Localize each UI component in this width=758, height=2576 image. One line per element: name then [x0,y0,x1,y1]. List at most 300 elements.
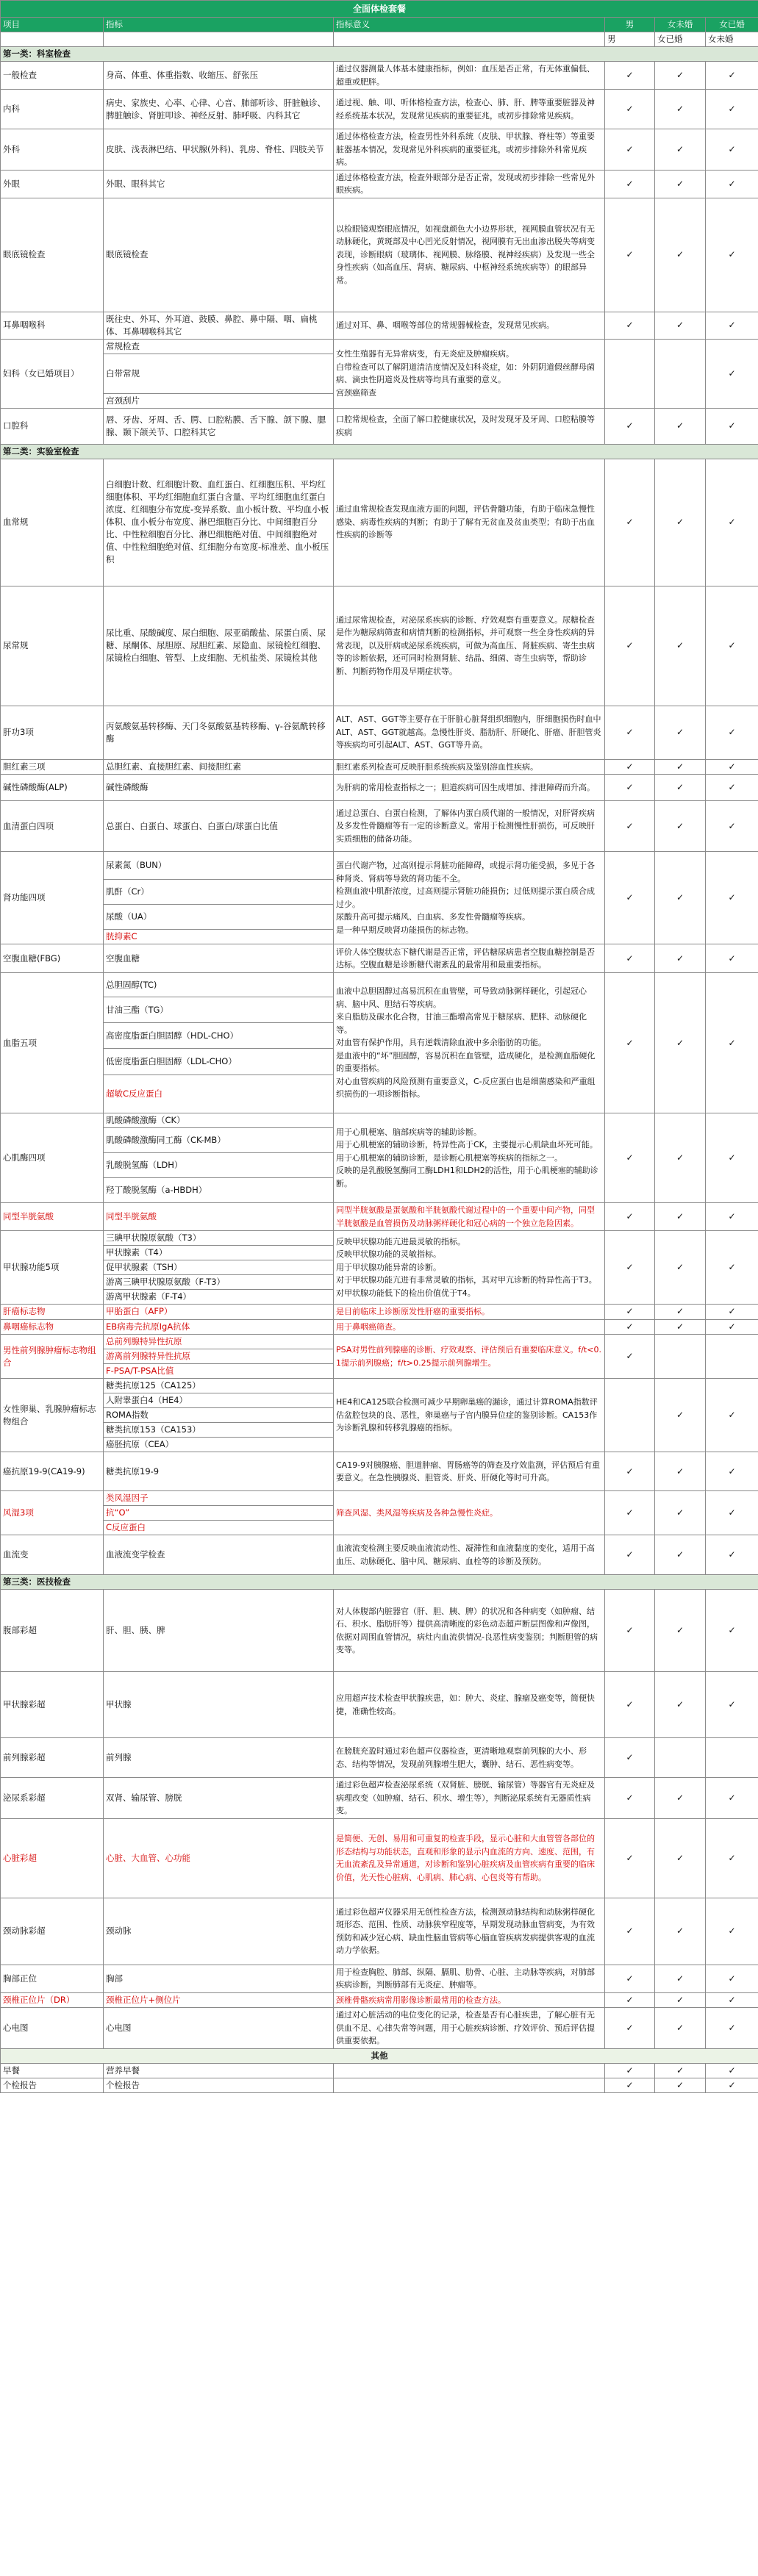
check-female-unmarried: ✓ [655,852,706,944]
check-male [605,339,655,408]
check-female-unmarried: ✓ [655,1491,706,1535]
indicator-cell: 总蛋白、白蛋白、球蛋白、白蛋白/球蛋白比值 [104,801,334,852]
indicator-cell: 营养早餐 [104,2063,334,2078]
indicator-cell: 胱抑素C [104,930,334,944]
check-female-unmarried: ✓ [655,1379,706,1452]
indicator-cell: 颈动脉 [104,1898,334,1965]
check-female-married: ✓ [706,62,758,90]
indicator-cell: 病史、家族史、心率、心律、心音、肺部听诊、肝脏触诊、脾脏触诊、肾脏叩诊、神经反射、肺呼吸、内科其它 [104,90,334,129]
check-female-married: ✓ [706,1672,758,1738]
check-male: ✓ [605,1203,655,1231]
section-label: 第一类：科室检查 [1,47,758,62]
sub-female-unmarried: 女未婚 [706,32,758,47]
check-female-unmarried: ✓ [655,1231,706,1305]
project-cell: 甲状腺功能5项 [1,1231,104,1305]
table-row [1,170,758,198]
table-row [1,1231,758,1246]
table-row [1,1335,758,1349]
meaning-cell [334,2078,605,2092]
check-male: ✓ [605,62,655,90]
meaning-cell: 筛查风湿、类风湿等疾病及各种急慢性炎症。 [334,1491,605,1535]
check-female-unmarried: ✓ [655,198,706,312]
check-male: ✓ [605,1992,655,2008]
check-male: ✓ [605,1535,655,1575]
section-label: 第三类：医技检查 [1,1575,758,1590]
check-male: ✓ [605,1778,655,1819]
check-male: ✓ [605,198,655,312]
check-male: ✓ [605,1590,655,1672]
check-female-married: ✓ [706,1778,758,1819]
meaning-cell: 用于心肌梗塞、脑部疾病等的辅助诊断。 用于心肌梗塞的辅助诊断，特异性高于CK，主要提示心肌缺血坏死可能。 用于心肌梗塞的辅助诊断，是诊断心肌梗塞等疾病的指标之一。 反映的是乳酸脱氢酶同工酶LDH1和LDH2的活性，用于心肌梗塞的辅助诊断。 [334,1113,605,1203]
project-cell: 癌抗原19-9(CA19-9) [1,1452,104,1491]
meaning-cell: 通过彩色超声检查泌尿系统（双肾脏、膀胱、输尿管）等器官有无炎症及病理改变（如肿瘤、结石、积水、增生等），判断泌尿系统有无器质性病变。 [334,1778,605,1819]
check-female-married: ✓ [706,1203,758,1231]
table-row [1,1992,758,2008]
check-female-married: ✓ [706,339,758,408]
indicator-cell: EB病毒壳抗原IgA抗体 [104,1319,334,1335]
check-female-unmarried: ✓ [655,586,706,706]
indicator-cell: 同型半胱氨酸 [104,1203,334,1231]
meaning-cell: 蛋白代谢产物，过高则提示肾脏功能障碍，或提示肾功能受损，多见于各种肾炎、肾病等导致的肾功能不全。 检测血液中肌酐浓度，过高则提示肾脏功能损伤；过低则提示蛋白质合成过少。 尿酸升高可提示痛风、白血病、多发性骨髓瘤等疾病。 是一种早期反映肾功能损伤的标志物。 [334,852,605,944]
table-row [1,1305,758,1320]
indicator-cell: 甲状腺 [104,1672,334,1738]
project-cell: 鼻咽癌标志物 [1,1319,104,1335]
check-female-unmarried: ✓ [655,62,706,90]
meaning-cell: 反映甲状腺功能亢进最灵敏的指标。 反映甲状腺功能的灵敏指标。 用于甲状腺功能异常的诊断。 对于甲状腺功能亢进有非常灵敏的指标，其对甲亢诊断的特异性高于T3。 对甲状腺功能低下的检出价值优于T4。 [334,1231,605,1305]
check-female-married: ✓ [706,759,758,775]
meaning-cell: CA19-9对胰腺癌、胆道肿瘤、胃肠癌等的筛查及疗效监测，评估预后有重要意义。在急性胰腺炎、胆管炎、肝炎、肝硬化等时可升高。 [334,1452,605,1491]
indicator-cell: 颈椎正位片+侧位片 [104,1992,334,2008]
check-female-married: ✓ [706,1452,758,1491]
check-male: ✓ [605,90,655,129]
check-female-unmarried: ✓ [655,759,706,775]
table-row [1,90,758,129]
check-female-unmarried: ✓ [655,1672,706,1738]
indicator-cell: 游离三碘甲状腺原氨酸（F-T3） [104,1275,334,1290]
project-cell: 心电图 [1,2008,104,2049]
col-female-unmarried: 女未婚 [655,18,706,32]
project-cell: 女性卵巢、乳腺肿瘤标志物组合 [1,1379,104,1452]
indicator-cell: 肌酸磷酸激酶同工酶（CK-MB） [104,1128,334,1153]
check-male: ✓ [605,759,655,775]
indicator-cell: 白带常规 [104,354,334,393]
meaning-cell: 是目前临床上诊断原发性肝癌的重要指标。 [334,1305,605,1320]
table-row [1,1590,758,1672]
check-female-unmarried: ✓ [655,944,706,973]
indicator-cell: 胸部 [104,1965,334,1992]
indicator-cell: 低密度脂蛋白胆固醇（LDL-CHO） [104,1049,334,1075]
check-female-married: ✓ [706,1590,758,1672]
meaning-cell: 通过总蛋白、白蛋白检测，了解体内蛋白质代谢的一般情况，对肝肾疾病及多发性骨髓瘤等有一定的诊断意义。常用于检测慢性肝损伤，可反映肝实质细胞的储备功能。 [334,801,605,852]
table-row [1,1319,758,1335]
indicator-cell: 游离甲状腺素（F-T4） [104,1290,334,1305]
check-male: ✓ [605,586,655,706]
project-cell: 内科 [1,90,104,129]
meaning-cell: PSA对男性前列腺癌的诊断、疗效观察、评估预后有重要临床意义。f/t<0.1提示前列腺癌；f/t>0.25提示前列腺增生。 [334,1335,605,1379]
check-female-unmarried: ✓ [655,2078,706,2092]
check-female-unmarried: ✓ [655,1535,706,1575]
indicator-cell: 人附睾蛋白4（HE4） [104,1393,334,1408]
meaning-cell: 女性生殖器有无异常病变，有无炎症及肿瘤疾病。 白带检查可以了解阴道清洁度情况及妇科炎症，如：外阴阴道假丝酵母菌病、滴虫性阴道炎及性病等均具有重要的意义。 宫颈癌筛查 [334,339,605,408]
table-row [1,1738,758,1778]
check-female-unmarried: ✓ [655,1992,706,2008]
table-row [1,586,758,706]
check-male: ✓ [605,1491,655,1535]
check-male: ✓ [605,1898,655,1965]
project-cell: 同型半胱氨酸 [1,1203,104,1231]
check-female-married: ✓ [706,1113,758,1203]
indicator-cell: 身高、体重、体重指数、收缩压、舒张压 [104,62,334,90]
meaning-cell: 颈椎骨骼疾病常用影像诊断最常用的检查方法。 [334,1992,605,2008]
check-female-unmarried: ✓ [655,459,706,586]
indicator-cell: 甘油三酯（TG） [104,997,334,1023]
check-female-married: ✓ [706,459,758,586]
check-female-married: ✓ [706,312,758,339]
indicator-cell: 尿酸（UA） [104,905,334,930]
indicator-cell: 前列腺 [104,1738,334,1778]
check-female-married: ✓ [706,90,758,129]
meaning-cell: 通过血常规检查发现血液方面的问题，评估骨髓功能，有助于临床急慢性感染、病毒性疾病的判断；有助于了解有无贫血及贫血类型；有助于出血性疾病的诊断等 [334,459,605,586]
table-row [1,852,758,880]
meaning-cell: 评价人体空腹状态下糖代谢是否正常，评估糖尿病患者空腹血糖控制是否达标。空腹血糖是诊断糖代谢紊乱的最常用和最重要指标。 [334,944,605,973]
check-female-unmarried: ✓ [655,1305,706,1320]
check-female-married [706,1738,758,1778]
project-cell: 前列腺彩超 [1,1738,104,1778]
section-row [1,47,758,62]
indicator-cell: 高密度脂蛋白胆固醇（HDL-CHO） [104,1023,334,1049]
check-female-unmarried: ✓ [655,1452,706,1491]
indicator-cell: 个检报告 [104,2078,334,2092]
project-cell: 风湿3项 [1,1491,104,1535]
check-female-unmarried [655,1335,706,1379]
check-female-married: ✓ [706,170,758,198]
project-cell: 肝功3项 [1,706,104,759]
check-female-married: ✓ [706,129,758,171]
indicator-cell: 糖类抗原125（CA125） [104,1379,334,1393]
indicator-cell: 白细胞计数、红细胞计数、血红蛋白、红细胞压积、平均红细胞体积、平均红细胞血红蛋白含量、平均红细胞血红蛋白浓度、红细胞分布宽度-变异系数、血小板计数、平均血小板体积、血小板分布宽度、淋巴细胞百分比、中间细胞百分比、中性粒细胞百分比、淋巴细胞绝对值、中间细胞绝对值、中性粒细胞绝对值、红细胞分布宽度-标准差、血小板压积 [104,459,334,586]
check-female-married: ✓ [706,408,758,444]
check-male: ✓ [605,129,655,171]
check-male: ✓ [605,312,655,339]
meaning-cell: 在膀胱充盈时通过彩色超声仪器检查，更清晰地观察前列腺的大小、形态、结构等情况，发现前列腺增生肥大，囊肿、结石、恶性病变等。 [334,1738,605,1778]
check-male: ✓ [605,775,655,801]
check-male: ✓ [605,2063,655,2078]
indicator-cell: 总胆固醇(TC) [104,973,334,997]
meaning-cell: ALT、AST、GGT等主要存在于肝脏心脏肾组织细胞内，肝细胞损伤时血中ALT、AST、GGT就越高。急慢性肝炎、脂肪肝、肝硬化、肝癌、肝胆管炎等疾病均可引起ALT、AST、GGT等升高。 [334,706,605,759]
indicator-cell: 既往史、外耳、外耳道、鼓膜、鼻腔、鼻中隔、咽、扁桃体、耳鼻咽喉科其它 [104,312,334,339]
project-cell: 血常规 [1,459,104,586]
section-row-other [1,2048,758,2063]
check-female-married: ✓ [706,2078,758,2092]
project-cell: 心肌酶四项 [1,1113,104,1203]
col-female-married: 女已婚 [706,18,758,32]
indicator-cell: 碱性磷酸酶 [104,775,334,801]
meaning-cell: 胆红素系列检查可反映肝胆系统疾病及鉴别溶血性疾病。 [334,759,605,775]
indicator-cell: 外眼、眼科其它 [104,170,334,198]
indicator-cell: 心脏、大血管、心功能 [104,1818,334,1898]
col-meaning: 指标意义 [334,18,605,32]
sub-female-married: 女已婚 [655,32,706,47]
table-row [1,62,758,90]
meaning-cell: 通过体格检查方法，检查外眼部分是否正常，发现或初步排除一些常见外眼疾病。 [334,170,605,198]
check-female-unmarried: ✓ [655,775,706,801]
indicator-cell: 尿比重、尿酸碱度、尿白细胞、尿亚硝酸盐、尿蛋白质、尿糖、尿酮体、尿胆原、尿胆红素、尿隐血、尿镜检红细胞、尿镜检白细胞、管型、上皮细胞、无机盐类、尿镜检其他 [104,586,334,706]
indicator-cell: 总胆红素、直接胆红素、间接胆红素 [104,759,334,775]
indicator-cell: 肝、胆、胰、脾 [104,1590,334,1672]
check-male: ✓ [605,1738,655,1778]
project-cell: 肾功能四项 [1,852,104,944]
meaning-cell: 对人体腹部内脏器官（肝、胆、胰、脾）的状况和各种病变（如肿瘤、结石、积水、脂肪肝等）提供高清晰度的彩色动态超声断层图像和声像图，依据对周围血管情况，病灶内血流供情况-良恶性病变鉴别；判断胆管的病变等。 [334,1590,605,1672]
col-indicator: 指标 [104,18,334,32]
check-female-married: ✓ [706,1965,758,1992]
col-project: 项目 [1,18,104,32]
check-female-married: ✓ [706,586,758,706]
indicator-cell: 尿素氮（BUN） [104,852,334,880]
meaning-cell: 血液中总胆固醇过高易沉积在血管壁，可导致动脉粥样硬化，引起冠心病、脑中风、胆结石等疾病。 来自脂肪及碳水化合物，甘油三酯增高常见于糖尿病、肥胖、动脉硬化等。 对血管有保护作用，具有逆载清除血液中多余脂肪的功能。 是血液中的“坏”胆固醇，容易沉积在血管壁，造成硬化，是检测血脂硬化的重要指标。 对心血管疾病的风险预测有重要意义，C-反应蛋白也是细菌感染和严重组织损伤的一项诊断指标。 [334,973,605,1113]
check-female-unmarried: ✓ [655,129,706,171]
check-female-unmarried: ✓ [655,312,706,339]
indicator-cell: ROMA指数 [104,1408,334,1423]
sub-male: 男 [605,32,655,47]
meaning-cell: 通过彩色超声仪器采用无创性检查方法，检测颈动脉结构和动脉粥样硬化斑形态、范围、性质、动脉狭窄程度等，早期发现动脉血管病变，为有效预防和减少冠心病、缺血性脑血管病等心脑血管疾病发病提供客观的血流动力学依据。 [334,1898,605,1965]
meaning-cell [334,2063,605,2078]
meaning-cell: 通过体格检查方法，检查男性外科系统（皮肤、甲状腺、脊柱等）等重要脏器基本情况，发现常见外科疾病的重要征兆，或初步排除外科常见疾病。 [334,129,605,171]
check-male: ✓ [605,170,655,198]
indicator-cell: 空腹血糖 [104,944,334,973]
project-cell: 腹部彩超 [1,1590,104,1672]
table-row [1,1818,758,1898]
project-cell: 一般检查 [1,62,104,90]
check-male [605,1379,655,1452]
indicator-cell: 甲状腺素（T4） [104,1246,334,1260]
meaning-cell: 血液流变检测主要反映血液流动性、凝滞性和血液黏度的变化，适用于高血压、动脉硬化、脑中风、糖尿病、血栓等的诊断及预防。 [334,1535,605,1575]
check-female-married: ✓ [706,1898,758,1965]
section-label: 第二类：实验室检查 [1,444,758,459]
check-female-married: ✓ [706,1305,758,1320]
check-male: ✓ [605,1818,655,1898]
check-female-married: ✓ [706,1379,758,1452]
table-row [1,706,758,759]
check-female-married: ✓ [706,1992,758,2008]
table-row [1,944,758,973]
project-cell: 妇科（女已婚项目） [1,339,104,408]
check-female-married: ✓ [706,852,758,944]
meaning-cell: 用于鼻咽癌筛查。 [334,1319,605,1335]
check-female-unmarried: ✓ [655,1778,706,1819]
project-cell: 男性前列腺肿瘤标志物组合 [1,1335,104,1379]
table-row [1,1672,758,1738]
indicator-cell: 总前列腺特异性抗原 [104,1335,334,1349]
check-female-married: ✓ [706,944,758,973]
check-female-married: ✓ [706,775,758,801]
check-male: ✓ [605,459,655,586]
project-cell: 外科 [1,129,104,171]
check-female-unmarried [655,1738,706,1778]
meaning-cell: 通过尿常规检查，对泌尿系疾病的诊断、疗效观察有重要意义。尿糖检查是作为糖尿病筛查和病情判断的检测指标，并可观察一些全身性疾病的异常表现，以及肝病或泌尿系统疾病，可做为高血压、肾脏疾病、寄生虫病等的诊断依据，还可同时检测肾脏、结晶、细菌、寄生虫病等，帮助诊断、判断药物作用及早期症状等。 [334,586,605,706]
table-row [1,312,758,339]
check-male: ✓ [605,1335,655,1379]
check-male: ✓ [605,1452,655,1491]
meaning-cell: 通过仪器测量人体基本健康指标，例如：血压是否正常，有无体重偏低、超重或肥胖。 [334,62,605,90]
project-cell: 甲状腺彩超 [1,1672,104,1738]
indicator-cell: 皮肤、浅表淋巴结、甲状腺(外科)、乳房、脊柱、四肢关节 [104,129,334,171]
table-row [1,339,758,354]
indicator-cell: 肌酐（Cr） [104,880,334,905]
table-row [1,129,758,171]
check-male: ✓ [605,1672,655,1738]
meaning-cell: 通过对心脏活动的电位变化的记录，检查是否有心脏疾患，了解心脏有无供血不足、心律失常等问题，用于心脏疾病诊断、疗效评价、预后评估提供重要依据。 [334,2008,605,2049]
meaning-cell: 用于检查胸腔、肺部、纵隔、膈肌、肋骨、心脏、主动脉等疾病，对肺部疾病诊断，判断肺部有无炎症、肿瘤等。 [334,1965,605,1992]
project-cell: 颈动脉彩超 [1,1898,104,1965]
table-row [1,1379,758,1393]
check-female-married: ✓ [706,2008,758,2049]
project-cell: 胸部正位 [1,1965,104,1992]
indicator-cell: 促甲状腺素（TSH） [104,1260,334,1275]
indicator-cell: 超敏C反应蛋白 [104,1075,334,1113]
table-row [1,408,758,444]
table-row [1,775,758,801]
project-cell: 口腔科 [1,408,104,444]
indicator-cell: 类风湿因子 [104,1491,334,1506]
project-cell: 血清蛋白四项 [1,801,104,852]
project-cell: 眼底镜检查 [1,198,104,312]
title-row [1,1,758,18]
check-male: ✓ [605,1113,655,1203]
indicator-cell: 抗“O” [104,1506,334,1521]
indicator-cell: 游离前列腺特异性抗原 [104,1349,334,1364]
table-row [1,1203,758,1231]
project-cell: 耳鼻咽喉科 [1,312,104,339]
table-row [1,2063,758,2078]
check-female-unmarried: ✓ [655,2063,706,2078]
table-row [1,1898,758,1965]
check-male: ✓ [605,973,655,1113]
subheader-row [1,32,758,47]
table-row [1,2078,758,2092]
table-row [1,459,758,586]
project-cell: 空腹血糖(FBG) [1,944,104,973]
check-female-married: ✓ [706,1231,758,1305]
col-male: 男 [605,18,655,32]
project-cell: 早餐 [1,2063,104,2078]
indicator-cell: 糖类抗原19-9 [104,1452,334,1491]
table-row [1,198,758,312]
check-female-married: ✓ [706,1491,758,1535]
indicator-cell: 常规检查 [104,339,334,354]
check-female-unmarried: ✓ [655,1113,706,1203]
indicator-cell: 眼底镜检查 [104,198,334,312]
project-cell: 胆红素三项 [1,759,104,775]
indicator-cell: F-PSA/T-PSA比值 [104,1364,334,1379]
table-row [1,1778,758,1819]
indicator-cell: 唇、牙齿、牙周、舌、腭、口腔粘膜、舌下腺、颌下腺、腮腺、颞下颌关节、口腔科其它 [104,408,334,444]
project-cell: 心脏彩超 [1,1818,104,1898]
check-female-married: ✓ [706,973,758,1113]
indicator-cell: 血液流变学检查 [104,1535,334,1575]
check-female-unmarried [655,339,706,408]
meaning-cell: 应用超声技术检查甲状腺疾患，如：肿大、炎症、腺瘤及癌变等，简便快捷，准确性较高。 [334,1672,605,1738]
table-row [1,973,758,997]
check-female-married: ✓ [706,1535,758,1575]
table-row [1,759,758,775]
check-male: ✓ [605,2008,655,2049]
check-female-married: ✓ [706,1319,758,1335]
meaning-cell: 口腔常规检查，全面了解口腔健康状况，及时发现牙及牙周、口腔粘膜等疾病 [334,408,605,444]
table-row [1,1491,758,1506]
table-row [1,1113,758,1128]
check-male: ✓ [605,706,655,759]
indicator-cell: 双肾、输尿管、膀胱 [104,1778,334,1819]
check-male: ✓ [605,944,655,973]
check-female-unmarried: ✓ [655,1590,706,1672]
project-cell: 血流变 [1,1535,104,1575]
table-row [1,1452,758,1491]
indicator-cell: 三碘甲状腺原氨酸（T3） [104,1231,334,1246]
check-female-unmarried: ✓ [655,1203,706,1231]
check-female-married: ✓ [706,2063,758,2078]
check-female-unmarried: ✓ [655,170,706,198]
check-female-unmarried: ✓ [655,90,706,129]
check-male: ✓ [605,852,655,944]
project-cell: 个检报告 [1,2078,104,2092]
meaning-cell: 以检眼镜观察眼底情况，如视盘颜色大小边界形状，视网膜血管状况有无动脉硬化，黄斑部及中心凹光反射情况，视网膜有无出血渗出脱失等病变表现，诊断眼病（玻璃体、视网膜、脉络膜、视神经疾病）及发现一些全身性疾病（如高血压、肾病、糖尿病、中枢神经系统疾病等）的眼部异常。 [334,198,605,312]
indicator-cell: 宫颈刮片 [104,393,334,408]
check-male: ✓ [605,1965,655,1992]
check-female-unmarried: ✓ [655,973,706,1113]
meaning-cell: 通过对耳、鼻、咽喉等部位的常规器械检查，发现常见疾病。 [334,312,605,339]
section-label: 其他 [1,2048,758,2063]
project-cell: 外眼 [1,170,104,198]
check-male: ✓ [605,408,655,444]
check-male: ✓ [605,801,655,852]
indicator-cell: 丙氨酸氨基转移酶、天门冬氨酸氨基转移酶、γ-谷氨酰转移酶 [104,706,334,759]
check-female-married: ✓ [706,706,758,759]
table-row [1,2008,758,2049]
indicator-cell: 羟丁酸脱氢酶（a-HBDH） [104,1178,334,1203]
header-row [1,18,758,32]
check-female-unmarried: ✓ [655,801,706,852]
table-row [1,801,758,852]
meaning-cell: 通过视、触、叩、听体格检查方法，检查心、肺、肝、脾等重要脏器及神经系统基本状况，发现常见疾病的重要征兆，或初步排除常见疾病。 [334,90,605,129]
meaning-cell: 为肝病的常用检查指标之一；胆道疾病可因生成增加、排泄障碍而升高。 [334,775,605,801]
check-female-married: ✓ [706,801,758,852]
indicator-cell: 肌酸磷酸激酶（CK） [104,1113,334,1128]
meaning-cell: 是简便、无创、易用和可重复的检查手段，显示心脏和大血管管各部位的形态结构与功能状态，直观和形象的显示内血流的方向、速度、范围，有无血流紊乱及异常通道，对诊断和鉴别心脏疾病及血管疾病有重要的临床价值，先天性心脏病、心肌病、肺心病、心包炎等有帮助。 [334,1818,605,1898]
check-female-married [706,1335,758,1379]
check-female-unmarried: ✓ [655,706,706,759]
check-female-married: ✓ [706,198,758,312]
check-female-unmarried: ✓ [655,1818,706,1898]
meaning-cell: 同型半胱氨酸是蛋氨酸和半胱氨酸代谢过程中的一个重要中间产物，同型半胱氨酸是血管损伤及动脉粥样硬化和冠心病的一个独立危险因素。 [334,1203,605,1231]
indicator-cell: 心电图 [104,2008,334,2049]
check-female-unmarried: ✓ [655,1319,706,1335]
section-row [1,444,758,459]
project-cell: 颈椎正位片（DR） [1,1992,104,2008]
indicator-cell: 癌胚抗原（CEA） [104,1438,334,1452]
table-row [1,1965,758,1992]
check-male: ✓ [605,1305,655,1320]
page-title: 全面体检套餐 [1,1,758,18]
project-cell: 肝癌标志物 [1,1305,104,1320]
check-male: ✓ [605,1231,655,1305]
check-female-married: ✓ [706,1818,758,1898]
indicator-cell: 乳酸脱氢酶（LDH） [104,1153,334,1178]
check-male: ✓ [605,1319,655,1335]
project-cell: 血脂五项 [1,973,104,1113]
check-male: ✓ [605,2078,655,2092]
check-female-unmarried: ✓ [655,2008,706,2049]
check-female-unmarried: ✓ [655,408,706,444]
